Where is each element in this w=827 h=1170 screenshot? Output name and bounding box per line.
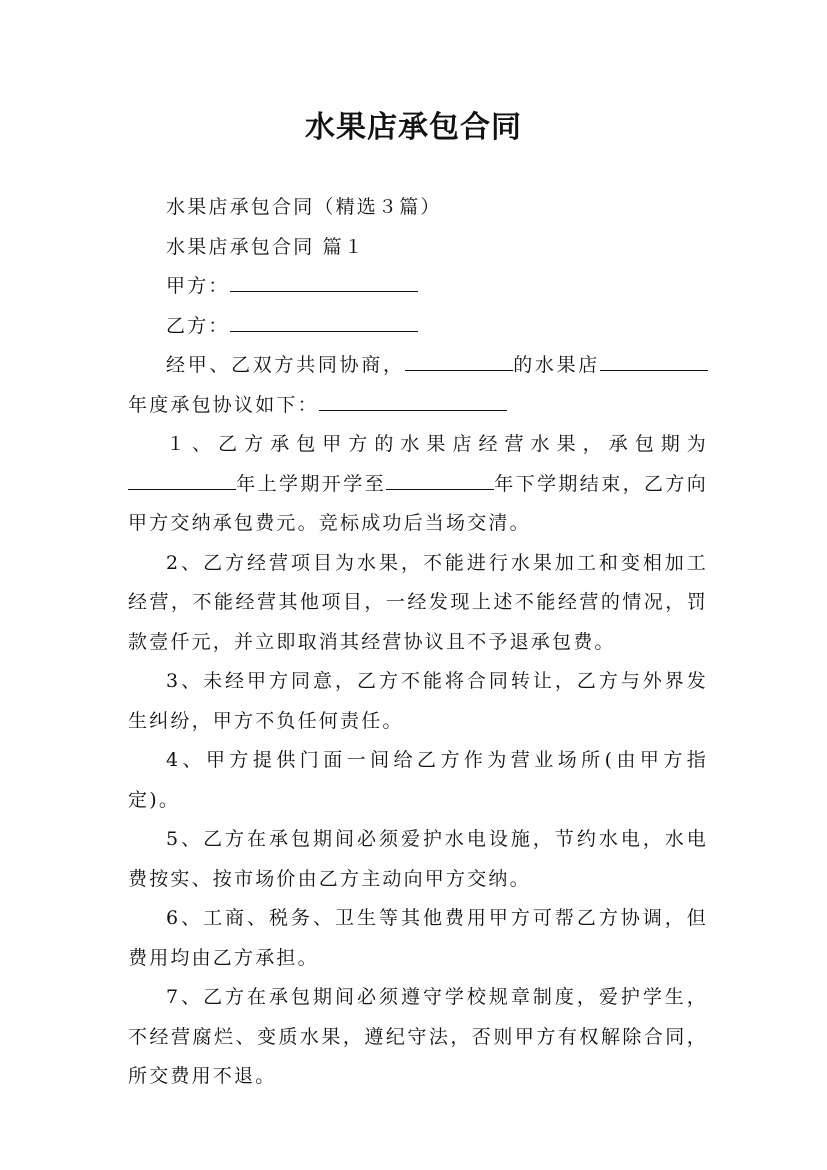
end-year-blank — [386, 473, 494, 490]
clause-1-text-c: 年下学期结束，乙方向甲方交纳承包费元。竞标成功后当场交清。 — [128, 472, 708, 534]
section-heading: 水果店承包合同 篇１ — [166, 235, 366, 258]
party-a-blank — [230, 275, 418, 292]
party-b-line — [128, 307, 708, 347]
party-a-label: 甲方： — [166, 275, 230, 297]
store-name-blank — [405, 354, 513, 371]
party-a-line — [128, 267, 708, 307]
clause-1-text-a: １、乙方承包甲方的水果店经营水果，承包期为 — [166, 433, 708, 455]
year-blank — [600, 354, 708, 371]
clause-5: 5、乙方在承包期间必须爱护水电设施，节约水电，水电费按实、按市场价由乙方主动向甲方交纳。 — [128, 828, 708, 890]
clause-3: 3、未经甲方同意，乙方不能将合同转让，乙方与外界发生纠纷，甲方不负任何责任。 — [128, 670, 708, 732]
start-year-blank — [128, 473, 236, 490]
document-subtitle: 水果店承包合同（精选３篇） — [166, 196, 442, 218]
clause-4: 4、甲方提供门面一间给乙方作为营业场所(由甲方指定)。 — [128, 749, 708, 811]
clause-1 — [128, 425, 708, 544]
clause-1-text-b: 年上学期开学至 — [236, 472, 386, 495]
document-body — [128, 188, 708, 1097]
intro-paragraph — [128, 346, 708, 425]
intro-text-a: 经甲、乙双方共同协商， — [166, 354, 405, 376]
intro-text-b: 的水果店 — [512, 354, 600, 376]
document-title: 水果店承包合同 — [305, 110, 522, 145]
clause-2: 2、乙方经营项目为水果，不能进行水果加工和变相加工经营，不能经营其他项目，一经发现上述不能经营的情况，罚款壹仟元，并立即取消其经营协议且不予退承包费。 — [128, 551, 708, 653]
clause-7: 7、乙方在承包期间必须遵守学校规章制度，爱护学生，不经营腐烂、变质水果，遵纪守法，否则甲方有权解除合同，所交费用不退。 — [128, 986, 708, 1087]
intro-text-c: 年度承包协议如下： — [128, 393, 319, 416]
agreement-blank — [319, 394, 507, 411]
clause-6: 6、工商、税务、卫生等其他费用甲方可帮乙方协调，但费用均由乙方承担。 — [128, 907, 708, 969]
party-b-blank — [230, 315, 418, 332]
party-b-label: 乙方： — [166, 314, 230, 337]
